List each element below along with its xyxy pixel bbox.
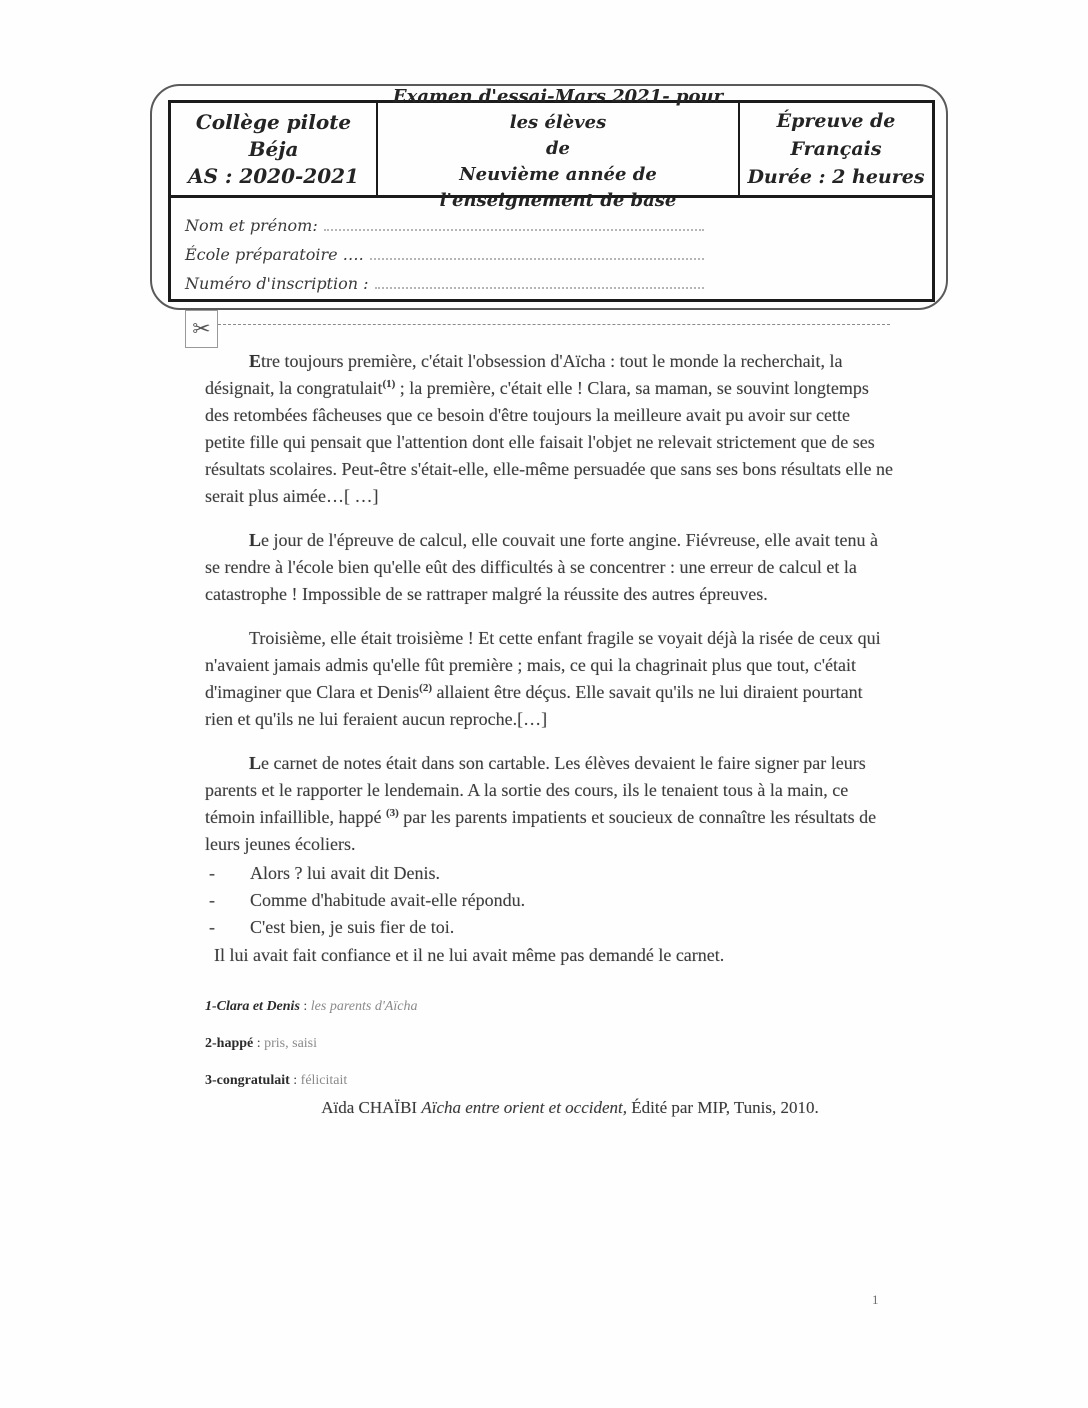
dialogue-dash: -: [209, 917, 215, 937]
footnote-3: 3-congratulait : félicitait: [205, 1073, 348, 1088]
footnote-2: 2-happé : pris, saisi: [205, 1036, 318, 1051]
footnote-ref-2: (2): [419, 682, 432, 694]
header-top-row: [171, 86, 932, 211]
closing-sentence: Il lui avait fait confiance et il ne lui avait même pas demandé le carnet.: [214, 945, 725, 965]
registration-field-blank-line: [375, 277, 704, 289]
paragraph-1: [205, 348, 893, 510]
dialogue-dash: -: [209, 863, 215, 883]
footnote-ref-1: (1): [382, 378, 396, 390]
exam-title-line3: Neuvième année de l'enseignement de base: [439, 164, 677, 211]
footnote-definition: les parents d'Aïcha: [310, 999, 418, 1014]
source-citation: [240, 1098, 900, 1118]
footnote-term: 3-congratulait: [205, 1073, 290, 1088]
dialogue-line: [205, 887, 893, 914]
dialogue-line: [205, 860, 893, 887]
paragraph-4-text: e carnet de notes était dans son cartable. Les élèves devaient le faire signer par leurs parents et le rapporter le lendemain. A la sortie des cours, ils le tenaient tous à la main, ce témoin infaillible, happé: [205, 753, 866, 827]
paragraph-2: [205, 527, 893, 608]
name-field: [185, 216, 932, 235]
exam-title-line1: Examen d'essai-Mars 2021- pour les élèves: [392, 86, 724, 133]
header-rounded-box: [150, 84, 948, 310]
paragraph-1-text-cont: ; la première, c'était elle ! Clara, sa maman, se souvint longtemps des retombées fâcheuses que ce besoin d'être toujours la meilleure avait pu avoir sur cette petite fille qui pensait que l'attention dont elle faisait l'objet ne relevait strictement que de ses résultats scolaires. Peut-être s'était-elle, elle-même persuadée que sans ses bons résultats elle ne serait plus aimée…[ …]: [205, 378, 893, 506]
name-field-label: Nom et prénom:: [185, 216, 318, 235]
page-number: 1: [872, 1292, 879, 1307]
dashed-cut-line: [218, 324, 890, 325]
footnote-term: 2-happé: [205, 1036, 254, 1051]
paragraph-4-text-cont: par les parents impatients et soucieux de connaître les résultats de leurs jeunes écoliers.: [205, 807, 877, 854]
school-cell: [171, 103, 378, 195]
dialogue-text: Comme d'habitude avait-elle répondu.: [250, 890, 526, 910]
footnote-1: 1-Clara et Denis : les parents d'Aïcha: [205, 999, 418, 1014]
footnote-term: 1-Clara et Denis: [205, 999, 300, 1014]
school-name: Collège pilote Béja: [195, 109, 352, 161]
paragraph-3: [205, 625, 893, 733]
school-year: AS : 2020-2021: [188, 163, 359, 188]
exam-duration: Durée : 2 heures: [747, 166, 925, 188]
paragraph-3-text-cont: allaient être déçus. Elle savait qu'ils ne lui diraient pourtant rien et qu'ils ne lui feraient aucun reproche.[…]: [205, 682, 863, 729]
school-field-blank-line: [370, 248, 704, 260]
registration-field: [185, 274, 932, 293]
footnote-definition: pris, saisi: [264, 1036, 318, 1051]
reading-text: [205, 348, 893, 969]
cut-here-line: [185, 310, 890, 348]
registration-field-label: Numéro d'inscription :: [185, 274, 369, 293]
paragraph-1-text: tre toujours première, c'était l'obsession d'Aïcha : tout le monde la recherchait, la désignait, la congratulait: [205, 351, 843, 398]
citation-book-title: Aïcha entre orient et occident,: [421, 1098, 628, 1117]
paragraph-4-lead: L: [249, 753, 262, 773]
dialogue-dash: -: [209, 890, 215, 910]
dialogue-text: C'est bien, je suis fier de toi.: [250, 917, 455, 937]
paragraph-4: [205, 750, 893, 858]
paragraph-2-lead: L: [249, 530, 262, 550]
dialogue-line: [205, 914, 893, 941]
citation-publisher: Édité par MIP, Tunis, 2010.: [627, 1098, 819, 1117]
subject-name: Épreuve de Français: [776, 110, 896, 160]
footnote-ref-3: (3): [385, 807, 399, 819]
scissors-icon: ✂: [185, 310, 218, 348]
name-field-blank-line: [324, 219, 704, 231]
school-field: [185, 245, 932, 264]
subject-cell: [740, 103, 932, 195]
dialogue-text: Alors ? lui avait dit Denis.: [250, 863, 440, 883]
footnote-definition: félicitait: [300, 1073, 348, 1088]
dialogue-block: [205, 860, 893, 941]
school-field-label: École préparatoire ….: [185, 245, 364, 264]
citation-author: Aïda CHAÏBI: [321, 1098, 422, 1117]
footnotes-block: [205, 999, 893, 1110]
paragraph-2-text: e jour de l'épreuve de calcul, elle couvait une forte angine. Fiévreuse, elle avait tenu à se rendre à l'école bien qu'elle eût des difficultés à se concentrer : une erreur de calcul et la catastrophe ! Impossible de se rattraper malgré la réussite des autres épreuves.: [205, 530, 878, 604]
paragraph-3-text: Troisième, elle était troisième ! Et cette enfant fragile se voyait déjà la risée de ceux qui n'avaient jamais admis qu'elle fût première ; mais, ce qui la chagrinait plus que tout, c'était d'imaginer que Clara et Denis: [205, 628, 881, 702]
paragraph-1-lead: E: [249, 351, 262, 371]
exam-title-line2: de: [545, 138, 571, 159]
header-table: [168, 86, 935, 302]
exam-title-cell: [378, 86, 740, 211]
